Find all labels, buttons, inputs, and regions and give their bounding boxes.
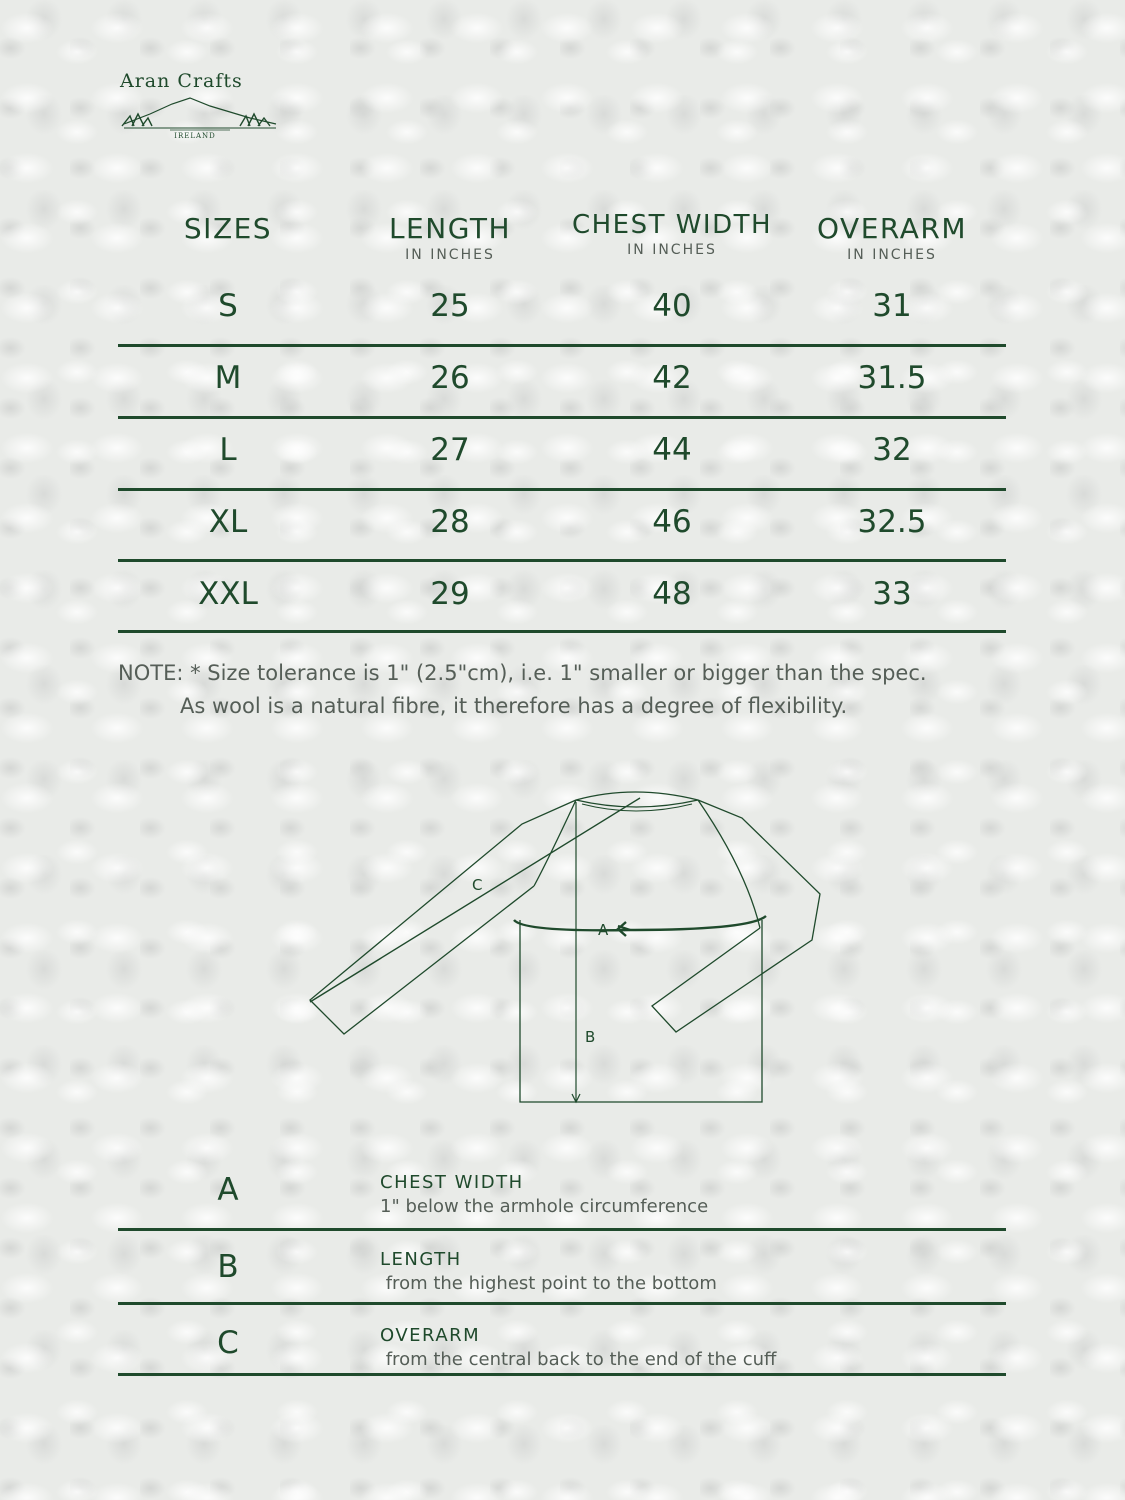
legend-description: 1" below the armhole circumference (380, 1196, 709, 1217)
chest-width-cell: 48 (652, 576, 692, 612)
legend-title: LENGTH (380, 1249, 462, 1270)
overarm-cell: 33 (872, 576, 912, 612)
chest-width-cell: 46 (652, 504, 692, 540)
legend-item (118, 1237, 1006, 1310)
length-cell: 27 (430, 432, 470, 468)
chest-measure-line (514, 916, 766, 930)
measurement-legend (118, 1160, 1006, 1386)
column-header-label: CHEST WIDTH (571, 210, 773, 240)
size-cell: M (214, 360, 242, 396)
row-divider (118, 1373, 1006, 1376)
brand-name: Aran Crafts (120, 70, 243, 92)
row-divider (118, 1228, 1006, 1231)
size-table (118, 276, 1006, 636)
table-row (118, 348, 1006, 420)
overarm-measure-line (310, 798, 640, 1002)
column-header-overarm (772, 212, 1012, 263)
chest-width-cell: 42 (652, 360, 692, 396)
legend-letter: A (217, 1172, 239, 1208)
sweater-outline (520, 920, 762, 1102)
legend-title: CHEST WIDTH (380, 1172, 524, 1193)
overarm-cell: 31 (872, 288, 912, 324)
note-line-1: NOTE: * Size tolerance is 1" (2.5"cm), i.e. 1" smaller or bigger than the spec. (118, 661, 927, 685)
table-row (118, 276, 1006, 348)
length-cell: 25 (430, 288, 470, 324)
overarm-cell: 32.5 (857, 504, 927, 540)
table-row (118, 492, 1006, 564)
column-header-label: OVERARM (817, 212, 967, 245)
length-cell: 26 (430, 360, 470, 396)
diagram-label-b: B (585, 1028, 596, 1046)
legend-letter: B (217, 1249, 239, 1285)
mountain-landscape-icon (120, 96, 280, 132)
column-header-chest-width (552, 210, 792, 258)
size-cell: XXL (198, 576, 258, 612)
chest-width-cell: 40 (652, 288, 692, 324)
right-sleeve (652, 800, 820, 1032)
length-cell: 29 (430, 576, 470, 612)
legend-description: from the central back to the end of the cuff (380, 1349, 777, 1370)
size-tolerance-note (118, 657, 1018, 723)
column-header-unit: IN INCHES (627, 242, 717, 258)
column-header-unit: IN INCHES (405, 247, 495, 263)
table-row (118, 420, 1006, 492)
table-row (118, 564, 1006, 636)
column-header-label: LENGTH (388, 212, 512, 245)
column-header-length (330, 212, 570, 263)
row-divider (118, 488, 1006, 491)
size-cell: L (219, 432, 237, 468)
overarm-cell: 32 (872, 432, 912, 468)
legend-description: from the highest point to the bottom (380, 1273, 717, 1294)
row-divider (118, 630, 1006, 633)
left-sleeve (310, 800, 576, 1034)
diagram-label-c: C (472, 876, 483, 894)
size-cell: XL (208, 504, 248, 540)
brand-logo (120, 70, 280, 145)
row-divider (118, 344, 1006, 347)
legend-item (118, 1160, 1006, 1233)
row-divider (118, 1302, 1006, 1305)
column-header-unit: IN INCHES (847, 247, 937, 263)
column-header-sizes (108, 212, 348, 245)
chest-width-cell: 44 (652, 432, 692, 468)
legend-title: OVERARM (380, 1325, 481, 1346)
diagram-label-a: A (598, 921, 609, 939)
size-cell: S (218, 288, 238, 324)
legend-letter: C (217, 1325, 239, 1361)
brand-subtitle: IRELAND (174, 132, 216, 140)
sweater-measurement-diagram (300, 790, 830, 1110)
length-cell: 28 (430, 504, 470, 540)
note-line-2: As wool is a natural fibre, it therefore has a degree of flexibility. (180, 694, 848, 718)
column-header-label: SIZES (183, 212, 273, 245)
overarm-cell: 31.5 (857, 360, 927, 396)
row-divider (118, 416, 1006, 419)
row-divider (118, 559, 1006, 562)
